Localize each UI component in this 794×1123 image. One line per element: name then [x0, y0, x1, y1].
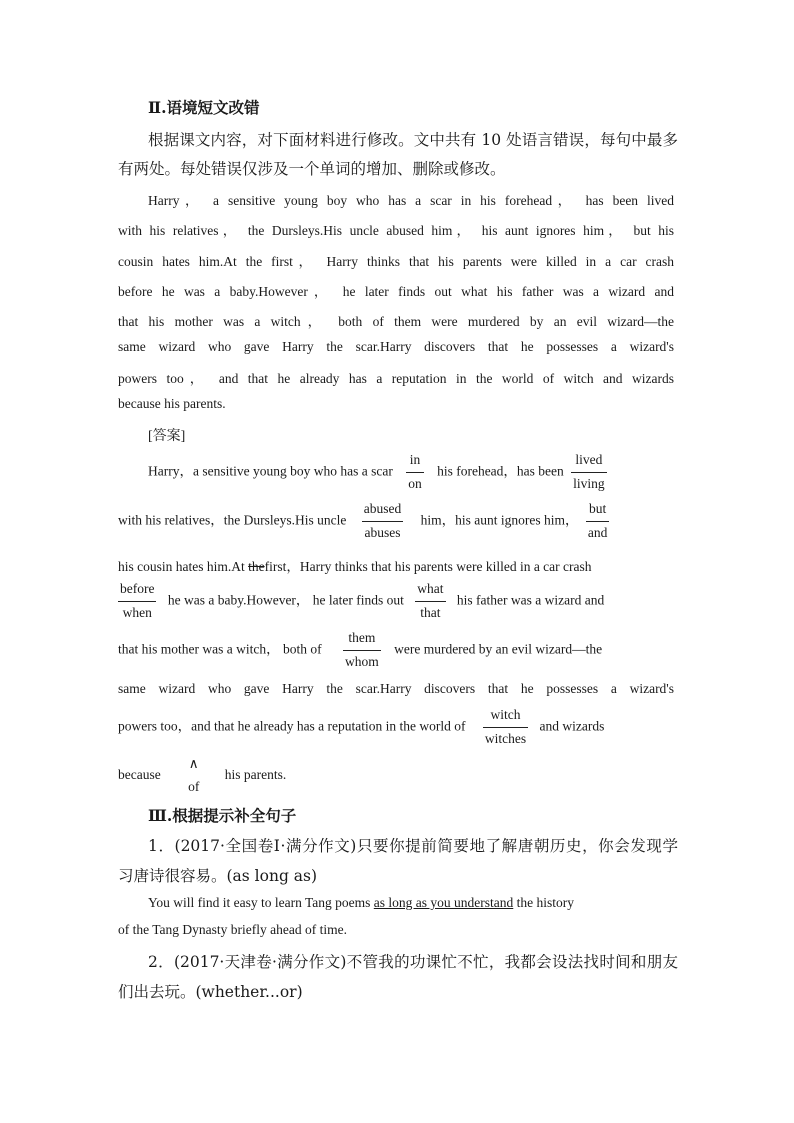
- passage-line: cousin hates him.At the first， Harry thinks that his parents were killed in a car crash: [118, 254, 674, 269]
- correction: $\frac{\text{before}}{\text{when}}$: [120, 581, 155, 620]
- answer-line: because ∧ of his parents.: [118, 756, 287, 794]
- question-1-answer: You will find it easy to learn Tang poems as long as you understand the history: [148, 895, 575, 910]
- question-2-prompt: 2．(2017·天津卷·满分作文)不管我的功课忙不忙，我都会设法找时间和朋友: [148, 953, 678, 971]
- answer-line: that his mother was a witch， both of $\frac{\text{them}}{\text{whom}}$ were murdered by an evil wizard—the: [118, 630, 603, 669]
- answer-line: his cousin hates him.At thefirst，Harry thinks that his parents were killed in a car crash: [118, 559, 592, 574]
- correction: $\frac{in}{on}$: [408, 452, 422, 491]
- passage-line: that his mother was a witch， both of them were murdered by an evil wizard—the: [118, 314, 674, 329]
- section-3-title: Ⅲ.根据提示补全句子: [148, 806, 297, 825]
- answer-line: $\frac{\text{before}}{\text{when}}$ he was a baby.However， he later finds out $\frac{\text{what}}{\text{that}}$ his father was a wizard and: [120, 581, 605, 620]
- section-2-instruction: 根据课文内容，对下面材料进行修改。文中共有 10 处语言错误，每句中最多: [148, 131, 678, 149]
- passage-line: same wizard who gave Harry the scar.Harry discovers that he possesses a wizard's: [118, 339, 674, 354]
- filled-answer: as long as you understand: [373, 895, 514, 910]
- answer-label: [答案]: [148, 429, 186, 444]
- passage-line: because his parents.: [118, 396, 226, 411]
- question-1-prompt-cont: 习唐诗很容易。(as long as): [118, 867, 318, 885]
- passage-line: Harry， a sensitive young boy who has a scar in his forehead， has been lived: [148, 193, 674, 208]
- correction: $\frac{\text{abused}}{\text{abuses}}$: [363, 501, 402, 540]
- deleted-word: the: [248, 559, 265, 574]
- passage-line: with his relatives， the Dursleys.His uncle abused him， his aunt ignores him， but his: [118, 223, 674, 238]
- answer-line: with his relatives，the Dursleys.His uncle $\frac{\text{abused}}{\text{abuses}}$ him，his aunt ignores him， $\frac{\text{but}}{\text{and}}$: [118, 501, 608, 540]
- correction: $\frac{\text{them}}{\text{whom}}$: [344, 630, 379, 669]
- insertion-mark: ∧ of: [188, 756, 200, 794]
- answer-line: Harry，a sensitive young boy who has a scar $\frac{in}{on}$ his forehead，has been $\frac{\text{lived}}{\text{living}}$: [148, 452, 605, 491]
- section-2-title: Ⅱ.语境短文改错: [148, 98, 260, 117]
- question-2-prompt-cont: 们出去玩。(whether...or): [118, 983, 303, 1001]
- correction: $\frac{\text{what}}{\text{that}}$: [417, 581, 444, 620]
- passage-line: powers too， and that he already has a reputation in the world of witch and wizards: [118, 371, 674, 386]
- correction: $\frac{\text{lived}}{\text{living}}$: [573, 452, 605, 491]
- passage-line: before he was a baby.However， he later finds out what his father was a wizard and: [118, 284, 674, 299]
- section-2-instruction-cont: 有两处。每处错误仅涉及一个单词的增加、删除或修改。: [118, 160, 506, 178]
- answer-line: powers too，and that he already has a reputation in the world of $\frac{\text{witch}}{\text{witches}}$ and wizards: [118, 707, 605, 746]
- answer-line: same wizard who gave Harry the scar.Harry discovers that he possesses a wizard's: [118, 681, 674, 696]
- correction: $\frac{\text{but}}{\text{and}}$: [587, 501, 608, 540]
- correction: $\frac{\text{witch}}{\text{witches}}$: [484, 707, 527, 746]
- question-1-answer-cont: of the Tang Dynasty briefly ahead of time.: [118, 922, 347, 937]
- question-1-prompt: 1．(2017·全国卷Ⅰ·满分作文)只要你提前简要地了解唐朝历史，你会发现学: [148, 837, 678, 855]
